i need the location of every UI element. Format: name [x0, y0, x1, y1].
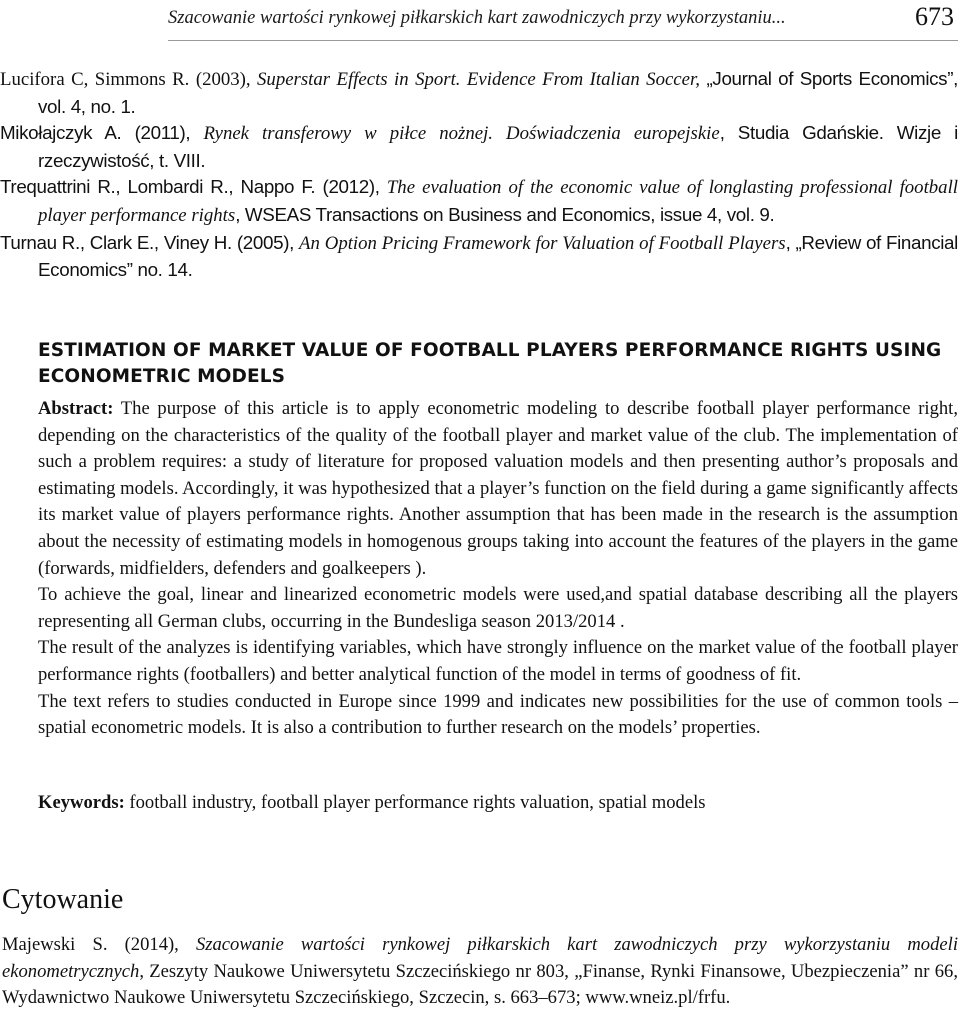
reference-item — [0, 120, 958, 174]
citation-authors: Majewski S. (2014), — [2, 934, 196, 955]
reference-source: , „Review of Financial Economics” no. 14. — [38, 231, 958, 281]
reference-item — [0, 174, 958, 229]
abstract-paragraph: To achieve the goal, linear and linearized econometric models were used,and spatial database describing all the players representing all German clubs, occurring in the Bundesliga season 2013/2014 . — [38, 584, 958, 632]
reference-source: , Studia Gdańskie. Wizje i rzeczywistość, t. VIII. — [38, 122, 958, 171]
reference-title: Superstar Effects in Sport. Evidence From Italian Soccer, — [257, 69, 700, 90]
abstract-label: Abstract: — [38, 398, 114, 419]
reference-authors: Lucifora C, Simmons R. (2003), — [0, 69, 258, 90]
reference-item — [0, 66, 958, 120]
keywords-text: football industry, football player performance rights valuation, spatial models — [124, 792, 706, 813]
english-article-title: ESTIMATION OF MARKET VALUE OF FOOTBALL PLAYERS PERFORMANCE RIGHTS USING ECONOMETRIC MODELS — [38, 340, 942, 387]
reference-authors: Mikołajczyk A. (2011), — [0, 122, 204, 144]
keywords-label: Keywords: — [38, 792, 125, 813]
reference-title: Rynek transferowy w piłce nożnej. Doświadczenia europejskie — [203, 123, 720, 145]
running-header — [168, 2, 958, 41]
page-number: 673 — [915, 2, 954, 31]
citation-title: Szacowanie wartości rynkowej piłkarskich kart zawodniczych przy wykorzystaniu modeli ekonometrycznych — [2, 934, 958, 982]
abstract — [38, 396, 958, 742]
reference-source: „Journal of Sports Economics”, vol. 4, no. 1. — [38, 68, 958, 117]
abstract-paragraph: The text refers to studies conducted in Europe since 1999 and indicates new possibilities for the use of common tools – spatial econometric models. It is also a contribution to further research on the models’ properties. — [38, 690, 958, 739]
references-list — [0, 66, 958, 284]
abstract-paragraph: The result of the analyzes is identifying variables, which have strongly influence on the market value of the football player performance rights (footballers) and better analytical function of the model in terms of goodness of fit. — [38, 637, 958, 685]
running-title: Szacowanie wartości rynkowej piłkarskich kart zawodniczych przy wykorzystaniu... — [168, 8, 786, 28]
reference-authors: Trequattrini R., Lombardi R., Nappo F. (2012), — [0, 176, 387, 198]
citation-text — [2, 932, 958, 1012]
reference-title: An Option Pricing Framework for Valuation of Football Players — [299, 232, 786, 254]
abstract-text: The purpose of this article is to apply econometric modeling to describe football player performance right, depending on the characteristics of the quality of the football player and market value of the club. The implementation of such a problem requires: a study of literature for proposed valuation models and then presenting author’s proposals and estimating models. Accordingly, it was hypothesized that a player’s function on the field during a game significantly affects its market value of players performance rights. Another assumption that has been made in the research is the assumption about the necessity of estimating models in homogenous groups taking into account the features of the players in the game (forwards, midfielders, defenders and goalkeepers ). — [38, 398, 958, 579]
reference-title: The evaluation of the economic value of longlasting professional football player performance rights — [38, 177, 959, 226]
abstract-paragraph — [38, 396, 958, 582]
reference-item — [0, 230, 958, 284]
citation-source: , Zeszyty Naukowe Uniwersytetu Szczecińskiego nr 803, „Finanse, Rynki Finansowe, Ubezpieczenia” nr 66, Wydawnictwo Naukowe Uniwersytetu Szczecińskiego, Szczecin, s. 663–673; www.wneiz.pl/frfu. — [2, 960, 958, 1009]
citation-heading: Cytowanie — [2, 884, 124, 915]
reference-authors: Turnau R., Clark E., Viney H. (2005), — [0, 231, 300, 253]
keywords — [38, 790, 958, 816]
reference-source: , WSEAS Transactions on Business and Economics, issue 4, vol. 9. — [235, 203, 775, 225]
